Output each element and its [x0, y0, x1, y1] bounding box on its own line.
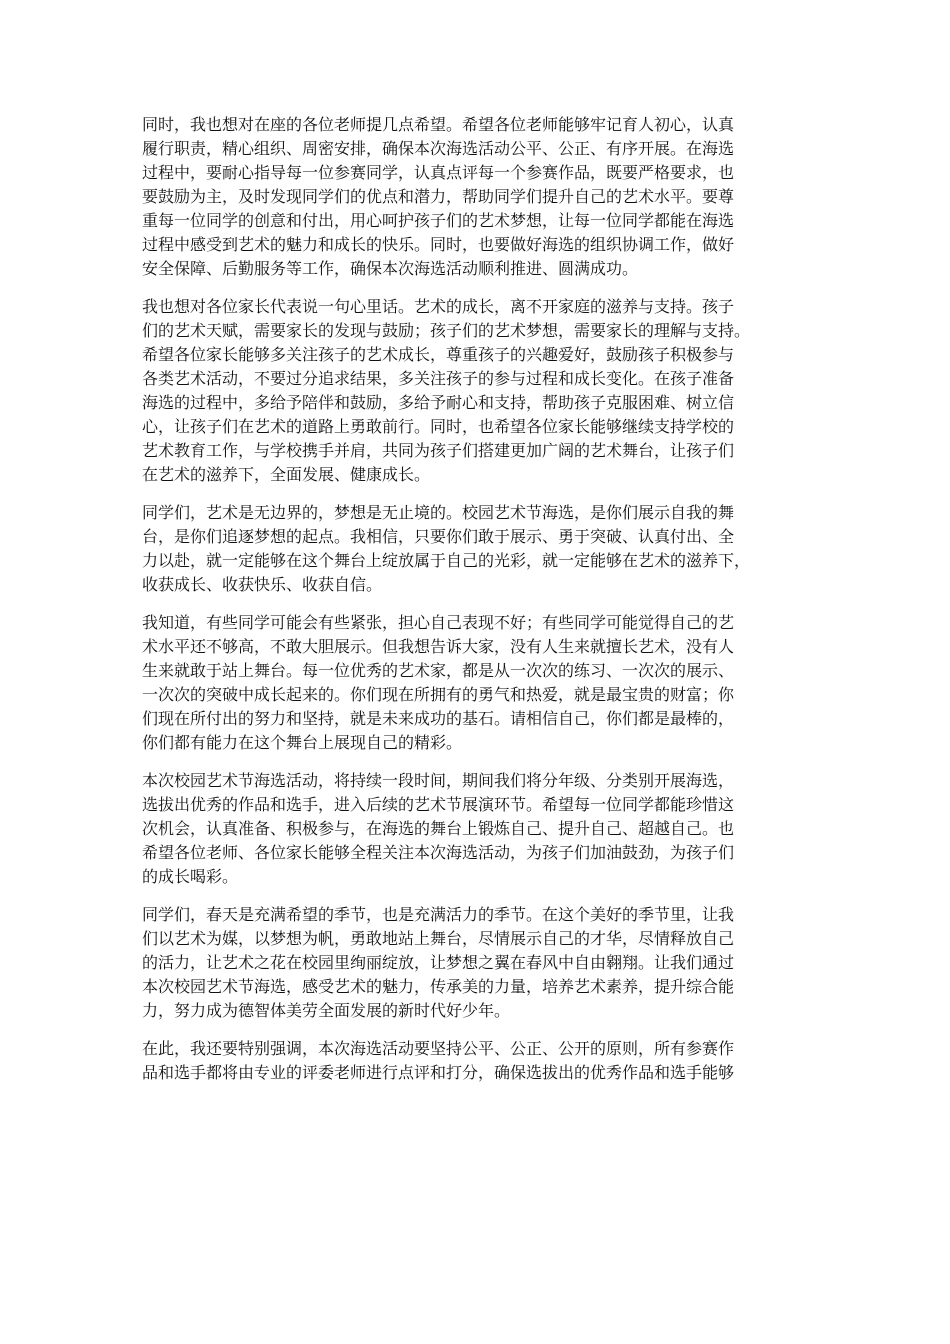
- text-line: 在艺术的滋养下，全面发展、健康成长。: [142, 465, 431, 484]
- text-line: 我知道，有些同学可能会有些紧张，担心自己表现不好；有些同学可能觉得自己的艺: [142, 613, 735, 632]
- text-line: 们以艺术为媒，以梦想为帆，勇敢地站上舞台，尽情展示自己的才华，尽情释放自己: [142, 929, 735, 948]
- paragraph-encouragement: [142, 611, 810, 755]
- text-line: 本次校园艺术节海选活动，将持续一段时间，期间我们将分年级、分类别开展海选，: [142, 771, 735, 790]
- text-line: 希望各位老师、各位家长能够全程关注本次海选活动，为孩子们加油鼓劲，为孩子们: [142, 843, 735, 862]
- text-line: 过程中，要耐心指导每一位参赛同学，认真点评每一个参赛作品，既要严格要求，也: [142, 163, 735, 182]
- paragraph-activity-plan: [142, 769, 810, 889]
- text-line: 同学们，春天是充满希望的季节，也是充满活力的季节。在这个美好的季节里，让我: [142, 905, 735, 924]
- text-line: 本次校园艺术节海选，感受艺术的魅力，传承美的力量，培养艺术素养，提升综合能: [142, 977, 735, 996]
- text-line: 品和选手都将由专业的评委老师进行点评和打分，确保选拔出的优秀作品和选手能够: [142, 1063, 735, 1082]
- text-line: 们现在所付出的努力和坚持，就是未来成功的基石。请相信自己，你们都是最棒的，: [142, 709, 735, 728]
- document-body: [142, 113, 810, 1099]
- text-line: 心，让孩子们在艺术的道路上勇敢前行。同时，也希望各位家长能够继续支持学校的: [142, 417, 735, 436]
- paragraph-spring: [142, 903, 810, 1023]
- text-line: 艺术教育工作，与学校携手并肩，共同为孩子们搭建更加广阔的艺术舞台，让孩子们: [142, 441, 735, 460]
- text-line: 希望各位家长能够多关注孩子的艺术成长，尊重孩子的兴趣爱好，鼓励孩子积极参与: [142, 345, 735, 364]
- text-line: 们的艺术天赋，需要家长的发现与鼓励；孩子们的艺术梦想，需要家长的理解与支持。: [142, 321, 751, 340]
- paragraph-fairness: [142, 1037, 810, 1085]
- text-line: 力，努力成为德智体美劳全面发展的新时代好少年。: [142, 1001, 511, 1020]
- text-line: 各类艺术活动，不要过分追求结果，多关注孩子的参与过程和成长变化。在孩子准备: [142, 369, 735, 388]
- text-line: 你们都有能力在这个舞台上展现自己的精彩。: [142, 733, 463, 752]
- paragraph-students-dream: [142, 501, 810, 597]
- text-line: 海选的过程中，多给予陪伴和鼓励，多给予耐心和支持，帮助孩子克服困难、树立信: [142, 393, 735, 412]
- text-line: 同学们，艺术是无边界的，梦想是无止境的。校园艺术节海选，是你们展示自我的舞: [142, 503, 735, 522]
- text-line: 履行职责，精心组织、周密安排，确保本次海选活动公平、公正、有序开展。在海选: [142, 139, 735, 158]
- text-line: 在此，我还要特别强调，本次海选活动要坚持公平、公正、公开的原则，所有参赛作: [142, 1039, 735, 1058]
- text-line: 要鼓励为主，及时发现同学们的优点和潜力，帮助同学们提升自己的艺术水平。要尊: [142, 187, 735, 206]
- paragraph-teachers: [142, 113, 810, 281]
- text-line: 的成长喝彩。: [142, 867, 239, 886]
- text-line: 的活力，让艺术之花在校园里绚丽绽放，让梦想之翼在春风中自由翱翔。让我们通过: [142, 953, 735, 972]
- text-line: 选拔出优秀的作品和选手，进入后续的艺术节展演环节。希望每一位同学都能珍惜这: [142, 795, 735, 814]
- text-line: 术水平还不够高，不敢大胆展示。但我想告诉大家，没有人生来就擅长艺术，没有人: [142, 637, 735, 656]
- paragraph-parents: [142, 295, 810, 487]
- text-line: 我也想对各位家长代表说一句心里话。艺术的成长，离不开家庭的滋养与支持。孩子: [142, 297, 735, 316]
- text-line: 同时，我也想对在座的各位老师提几点希望。希望各位老师能够牢记育人初心，认真: [142, 115, 735, 134]
- text-line: 过程中感受到艺术的魅力和成长的快乐。同时，也要做好海选的组织协调工作，做好: [142, 235, 735, 254]
- text-line: 重每一位同学的创意和付出，用心呵护孩子们的艺术梦想，让每一位同学都能在海选: [142, 211, 735, 230]
- text-line: 次机会，认真准备、积极参与，在海选的舞台上锻炼自己、提升自己、超越自己。也: [142, 819, 735, 838]
- text-line: 力以赴，就一定能够在这个舞台上绽放属于自己的光彩，就一定能够在艺术的滋养下，: [142, 551, 751, 570]
- text-line: 安全保障、后勤服务等工作，确保本次海选活动顺利推进、圆满成功。: [142, 259, 639, 278]
- text-line: 收获成长、收获快乐、收获自信。: [142, 575, 383, 594]
- text-line: 台，是你们追逐梦想的起点。我相信，只要你们敢于展示、勇于突破、认真付出、全: [142, 527, 735, 546]
- text-line: 生来就敢于站上舞台。每一位优秀的艺术家，都是从一次次的练习、一次次的展示、: [142, 661, 735, 680]
- text-line: 一次次的突破中成长起来的。你们现在所拥有的勇气和热爱，就是最宝贵的财富；你: [142, 685, 735, 704]
